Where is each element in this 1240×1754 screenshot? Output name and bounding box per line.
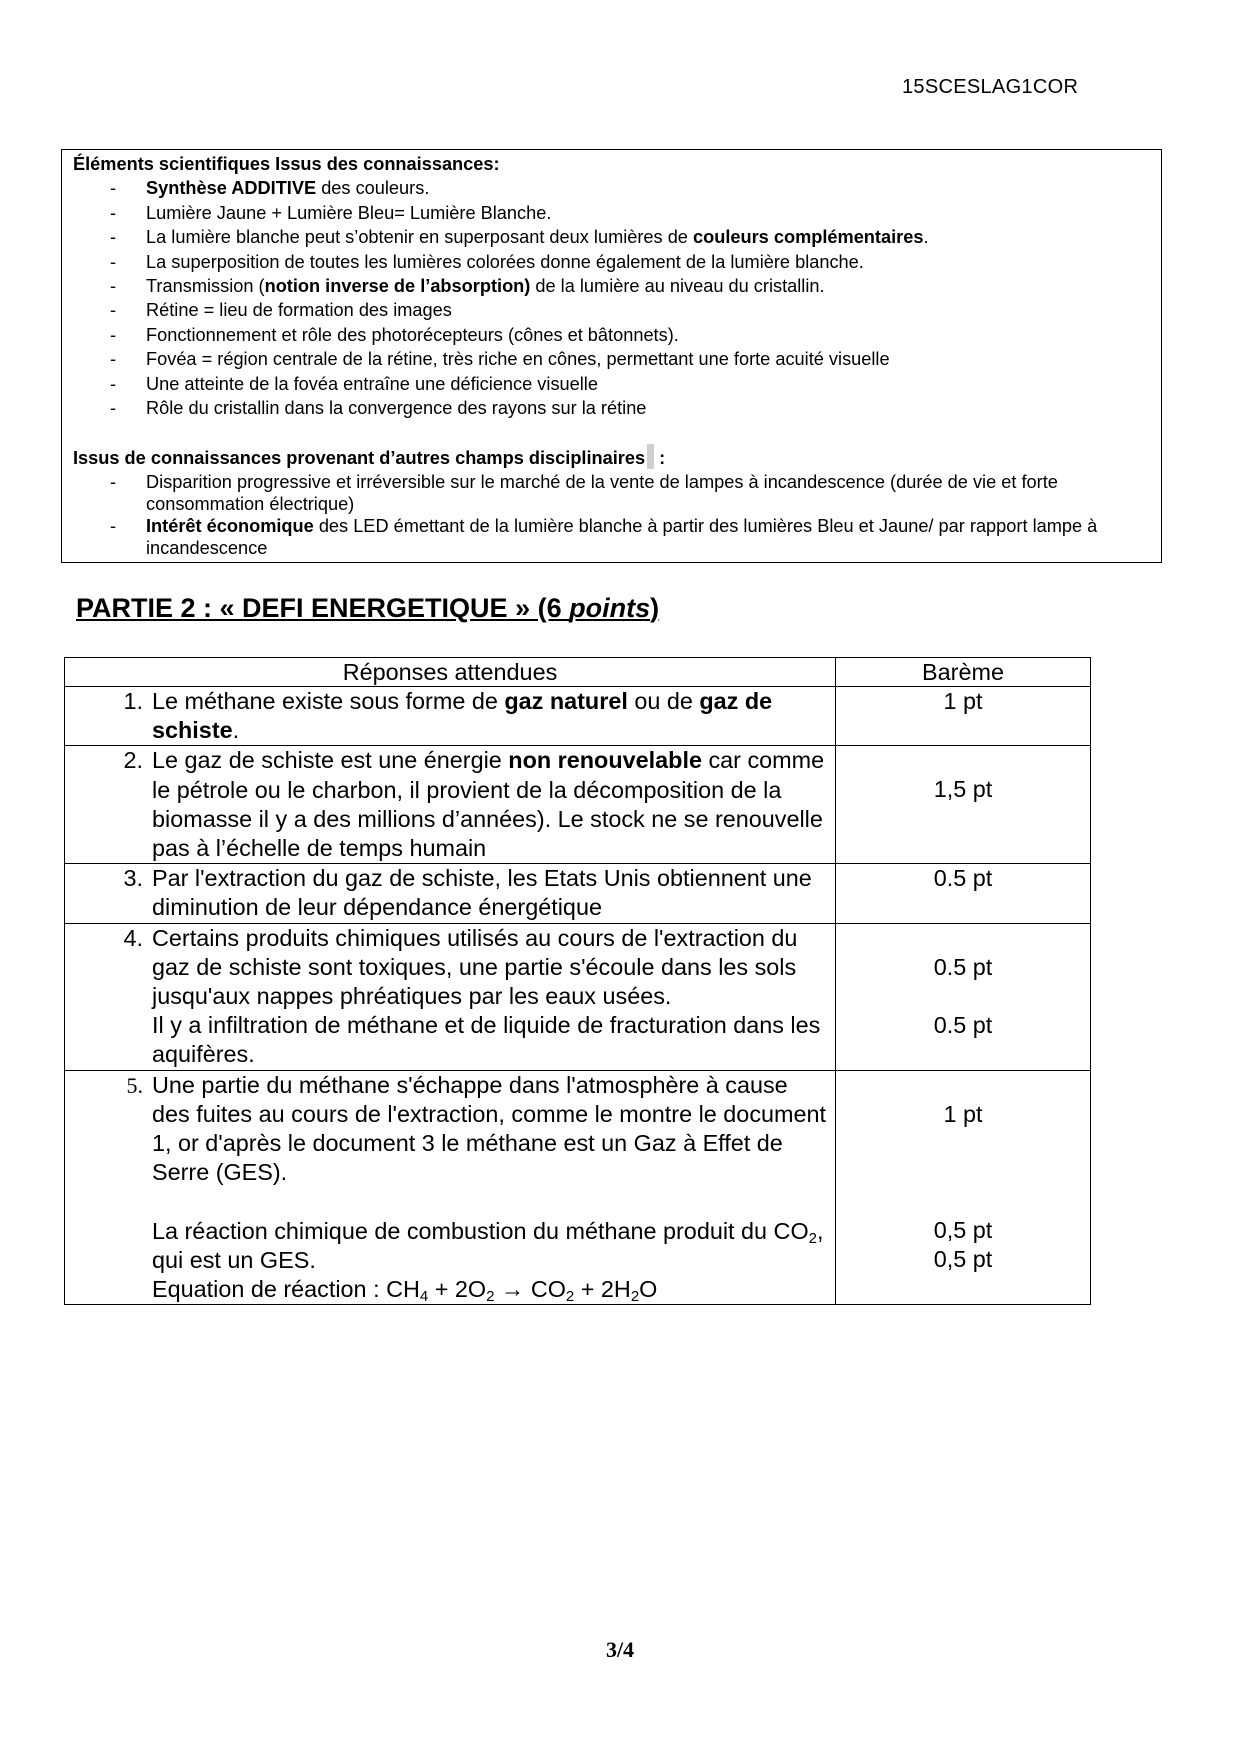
- list-item: - Une atteinte de la fovéa entraîne une déficience visuelle: [110, 373, 598, 394]
- table-row: [65, 864, 1091, 923]
- points-value: 1,5 pt: [933, 776, 993, 803]
- knowledge-heading: Éléments scientifiques Issus des connaissances:: [73, 154, 500, 174]
- table-row: [65, 1070, 1091, 1305]
- list-item: - Disparition progressive et irréversible sur le marché de la vente de lampes à incandescence (durée de vie et forte consommation électrique): [110, 471, 1058, 514]
- answer-3: 3. Par l'extraction du gaz de schiste, les Etats Unis obtiennent une diminution de leur dépendance énergétique: [123, 865, 812, 921]
- answer-1: 1. Le méthane existe sous forme de gaz naturel ou de gaz de schiste.: [123, 688, 773, 744]
- list-item: - Fonctionnement et rôle des photorécepteurs (cônes et bâtonnets).: [110, 324, 679, 345]
- answer-4: 4. Certains produits chimiques utilisés au cours de l'extraction du gaz de schiste sont toxiques, une partie s'écoule dans les sols jusqu'aux nappes phréatiques par les eaux usées. Il y a infiltration de méthane et de liquide de fracturation dans les aquifères.: [123, 924, 821, 1068]
- table-header-row: [65, 658, 1091, 687]
- column-header-scale: Barème: [836, 658, 1091, 687]
- list-item: - La superposition de toutes les lumières colorées donne également de la lumière blanche.: [110, 251, 864, 272]
- list-item: - Intérêt économique des LED émettant de la lumière blanche à partir des lumières Bleu et Jaune/ par rapport lampe à incandescence: [110, 515, 1098, 558]
- list-item: - Lumière Jaune + Lumière Bleu= Lumière Blanche.: [110, 202, 552, 223]
- answer-2: 2. Le gaz de schiste est une énergie non renouvelable car comme le pétrole ou le charbon, il provient de la décomposition de la biomasse il y a des millions d’années). Le stock ne se renouvelle pas à l’échelle de temps humain: [123, 747, 825, 862]
- knowledge-list: [73, 176, 1151, 420]
- points-value: 0.5 pt: [933, 1011, 993, 1038]
- column-header-answers: Réponses attendues: [65, 658, 836, 687]
- list-item: - Fovéa = région centrale de la rétine, très riche en cônes, permettant une forte acuité visuelle: [110, 349, 890, 370]
- points-value: 0,5 pt: [933, 1216, 993, 1243]
- part2-title: PARTIE 2 : « DEFI ENERGETIQUE » (6 points): [76, 593, 660, 623]
- reaction-equation: Equation de réaction : $CH_4 + 2O_2 \to CO_2 + 2H_2O$: [152, 1276, 658, 1306]
- other-fields-list: [73, 471, 1151, 559]
- list-item: - Synthèse ADDITIVE des couleurs.: [110, 178, 430, 199]
- list-item: - La lumière blanche peut s’obtenir en superposant deux lumières de couleurs complémentaires.: [110, 227, 929, 248]
- document-code: 15SCESLAG1COR: [902, 76, 1079, 98]
- points-value: 0.5 pt: [933, 953, 993, 980]
- table-row: [65, 746, 1091, 864]
- table-row: [65, 923, 1091, 1070]
- other-fields-heading: Issus de connaissances provenant d’autres champs disciplinaires :: [73, 444, 1151, 470]
- answer-5: 5. Une partie du méthane s'échappe dans l'atmosphère à cause des fuites au cours de l'extraction, comme le montre le document 1, or d'après le document 3 le méthane est un Gaz à Effet de Serre (GES). La réaction chimique de combustion du méthane produit du $CO_2$, qui est un GES. Equation de réaction : $CH_4 + 2O_2 \to CO_2 + 2H_2O$: [126, 1071, 827, 1306]
- points-value: 1 pt: [943, 1100, 983, 1127]
- knowledge-box: [61, 149, 1162, 563]
- answers-table: [64, 657, 1091, 1305]
- list-item: - Rôle du cristallin dans la convergence des rayons sur la rétine: [110, 398, 647, 419]
- table-row: [65, 687, 1091, 746]
- page-number: 3/4: [605, 1637, 635, 1662]
- list-item: - Rétine = lieu de formation des images: [110, 300, 452, 321]
- points-value: 0.5 pt: [933, 865, 993, 892]
- list-item: - Transmission (notion inverse de l’absorption) de la lumière au niveau du cristallin.: [110, 276, 825, 297]
- points-value: 0,5 pt: [933, 1246, 993, 1273]
- points-value: 1 pt: [943, 688, 983, 714]
